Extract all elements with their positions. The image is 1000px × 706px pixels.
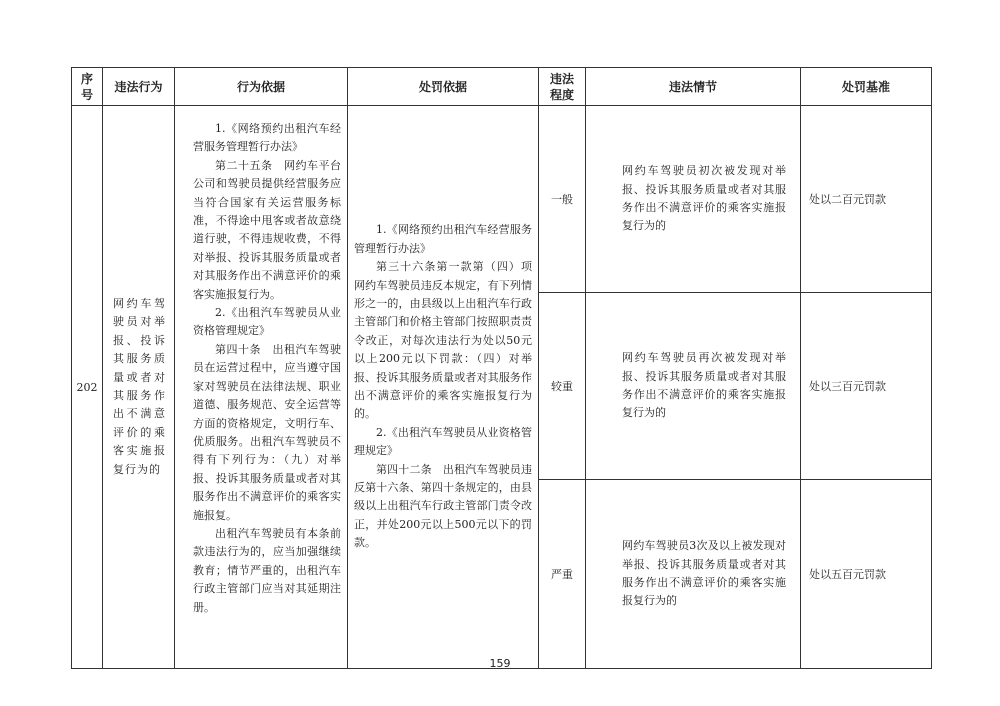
basis-para: 第二十五条 网约车平台公司和驾驶员提供经营服务应当符合国家有关运营服务标准，不得途中甩客或者故意绕道行驶，不得违规收费，不得对举报、投诉其服务质量或者对其服务作出不满意评价的乘客实施报复行为。 bbox=[193, 158, 341, 301]
standard-serious: 处以三百元罚款 bbox=[801, 293, 932, 480]
header-seq: 序号 bbox=[72, 68, 103, 106]
situation-general: 网约车驾驶员初次被发现对举报、投诉其服务质量或者对其服务作出不满意评价的乘客实施报复行为的 bbox=[586, 106, 801, 293]
degree-serious: 较重 bbox=[539, 293, 586, 480]
header-standard: 处罚基准 bbox=[801, 68, 932, 106]
header-penalty-basis: 处罚依据 bbox=[348, 68, 539, 106]
page-number: 159 bbox=[489, 657, 511, 670]
basis-para: 出租汽车驾驶员有本条前款违法行为的，应当加强继续教育；情节严重的，出租汽车行政主管部门应当对其延期注册。 bbox=[193, 526, 341, 614]
table-row bbox=[72, 106, 932, 293]
header-degree: 违法程度 bbox=[539, 68, 586, 106]
situation-severe: 网约车驾驶员3次及以上被发现对举报、投诉其服务质量或者对其服务作出不满意评价的乘客实施报复行为的 bbox=[586, 480, 801, 669]
penalty-para: 第四十二条 出租汽车驾驶员违反第十六条、第四十条规定的，由县级以上出租汽车行政主管部门责令改正，并处200元以上500元以下的罚款。 bbox=[354, 462, 532, 550]
basis-para: 2.《出租汽车驾驶员从业资格管理规定》 bbox=[193, 306, 341, 338]
basis-para: 第四十条 出租汽车驾驶员在运营过程中，应当遵守国家对驾驶员在法律法规、职业道德、服务规范、安全运营等方面的资格规定，文明行车、优质服务。出租汽车驾驶员不得有下列行为：（九）对举报、投诉其服务质量或者对其服务作出不满意评价的乘客实施报复。 bbox=[193, 342, 341, 522]
penalty-para: 第三十六条第一款第（四）项 网约车驾驶员违反本规定，有下列情形之一的，由县级以上出租汽车行政主管部门和价格主管部门按照职责责令改正，对每次违法行为处以50元以上200元以下罚款：（四）对举报、投诉其服务质量或者对其服务作出不满意评价的乘客实施报复行为的。 bbox=[354, 260, 543, 421]
penalty-standard-table bbox=[71, 67, 932, 669]
table-header-row bbox=[72, 68, 932, 106]
header-basis: 行为依据 bbox=[175, 68, 348, 106]
basis-para: 1.《网络预约出租汽车经营服务管理暂行办法》 bbox=[193, 122, 341, 154]
degree-severe: 严重 bbox=[539, 480, 586, 669]
situation-serious: 网约车驾驶员再次被发现对举报、投诉其服务质量或者对其服务作出不满意评价的乘客实施报复行为的 bbox=[586, 293, 801, 480]
degree-general: 一般 bbox=[539, 106, 586, 293]
header-behavior: 违法行为 bbox=[103, 68, 175, 106]
row-penalty-basis bbox=[348, 106, 543, 669]
row-behavior: 网约车驾驶员对举报、投诉其服务质量或者对其服务作出不满意评价的乘客实施报复行为的 bbox=[103, 106, 175, 669]
penalty-para: 1.《网络预约出租汽车经营服务管理暂行办法》 bbox=[354, 223, 532, 255]
row-seq: 202 bbox=[72, 106, 103, 669]
row-basis bbox=[175, 106, 348, 669]
header-situation: 违法情节 bbox=[586, 68, 801, 106]
penalty-para: 2.《出租汽车驾驶员从业资格管理规定》 bbox=[354, 425, 532, 458]
standard-general: 处以二百元罚款 bbox=[801, 106, 932, 293]
standard-severe: 处以五百元罚款 bbox=[801, 480, 932, 669]
